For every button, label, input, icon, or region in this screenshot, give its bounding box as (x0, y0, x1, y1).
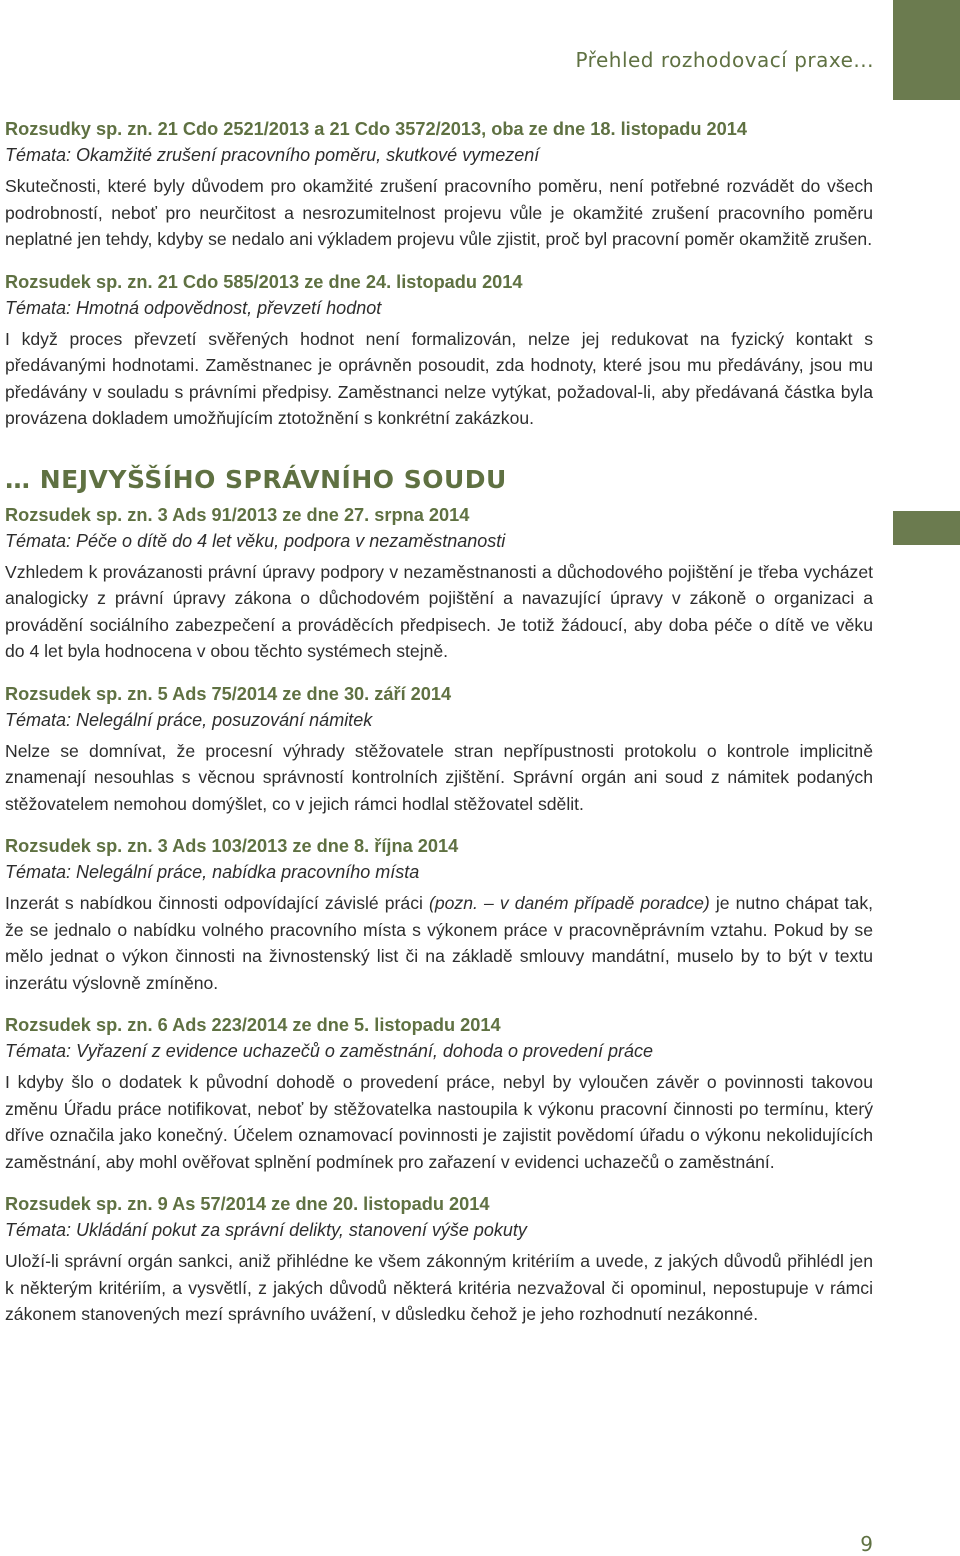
ruling-entry (5, 269, 873, 432)
ruling-entry (5, 502, 873, 665)
page-content (5, 116, 873, 1344)
section-heading: … NEJVYŠŠÍHO SPRÁVNÍHO SOUDU (5, 464, 507, 494)
ruling-topics: Témata: Okamžité zrušení pracovního poměru, skutkové vymezení (5, 145, 540, 165)
ruling-entry (5, 681, 873, 818)
ruling-entry (5, 833, 873, 996)
ruling-title: Rozsudek sp. zn. 9 As 57/2014 ze dne 20. listopadu 2014 (5, 1194, 490, 1214)
ruling-title: Rozsudek sp. zn. 5 Ads 75/2014 ze dne 30. září 2014 (5, 683, 452, 704)
ruling-text-part: Inzerát s nabídkou činnosti odpovídající závislé práci (5, 893, 429, 913)
ruling-title: Rozsudky sp. zn. 21 Cdo 2521/2013 a 21 Cdo 3572/2013, oba ze dne 18. listopadu 2014 (5, 119, 747, 139)
page-number: 9 (860, 1532, 873, 1556)
ruling-text-note: (pozn. – v daném případě poradce) (428, 893, 710, 913)
running-header: Přehled rozhodovací praxe... (575, 48, 874, 72)
ruling-text: I kdyby šlo o dodatek k původní dohodě o provedení práce, nebyl by vyloučen závěr o povinnosti takovou změnu Úřadu práce notifikovat, neboť by stěžovatelka nastoupila k výkonu pracovní činnosti po termínu, který dříve označila jako konečný. Účelem oznamovací povinnosti je zajistit povědomí úřadu o výkonu nekolidujících zaměstnání, aby mohl ověřovat splnění podmínek pro zařazení v evidenci uchazečů o zaměstnání. (5, 1072, 873, 1172)
section-tab-marker (893, 511, 960, 545)
ruling-text: Skutečnosti, které byly důvodem pro okamžité zrušení pracovního poměru, není potřebné rozvádět do všech podrobností, neboť pro neurčitost a nesrozumitelnost projevu vůle je okamžité zrušení pracovního poměru neplatné jen tehdy, kdyby se nedalo ani výkladem projevu vůle zjistit, proč byl pracovní poměr okamžitě zrušen. (5, 176, 873, 249)
ruling-topics: Témata: Nelegální práce, nabídka pracovního místa (5, 862, 420, 882)
ruling-text-part: je nutno chápat tak, že se jednalo o nabídku volného pracovního místa s výkonem práce v pracovněprávním vztahu. Pokud by se mělo jednat o výkon činnosti na živnostenský list či na základě smlouvy mandátní, muselo by to být v textu inzerátu výslovně zmíněno. (5, 893, 874, 993)
ruling-title: Rozsudek sp. zn. 3 Ads 103/2013 ze dne 8. října 2014 (5, 836, 459, 856)
ruling-text (5, 890, 873, 996)
ruling-title: Rozsudek sp. zn. 21 Cdo 585/2013 ze dne 24. listopadu 2014 (5, 271, 523, 292)
section-tab-top (893, 0, 960, 100)
ruling-text: Nelze se domnívat, že procesní výhrady stěžovatele stran nepřípustnosti protokolu o kontrole implicitně znamenají nesouhlas s věcnou správností kontrolních zjištění. Správní orgán ani soud z námitek podaných stěžovatelem nemohou domýšlet, co v jejich rámci hodlal stěžovatel sdělit. (5, 740, 873, 814)
ruling-entry (5, 116, 873, 253)
ruling-topics: Témata: Hmotná odpovědnost, převzetí hodnot (5, 297, 382, 318)
ruling-topics: Témata: Nelegální práce, posuzování námitek (5, 709, 373, 730)
ruling-text: I když proces převzetí svěřených hodnot není formalizován, nelze jej redukovat na fyzický kontakt s předávanými hodnotami. Zaměstnanec je oprávněn posoudit, zda hodnoty, které jsou mu předávány, jsou mu předávány v souladu s právními předpisy. Zaměstnanci nelze vytýkat, požadoval-li, aby předávaná částka byla provázena dokladem umožňujícím ztotožnění s konkrétní zakázkou. (5, 328, 873, 428)
ruling-text: Uloží-li správní orgán sankci, aniž přihlédne ke všem zákonným kritériím a uvede, z jakých důvodů přihlédl jen k některým kritériím, a vysvětlí, z jakých důvodů některá kritéria nezvažoval či opominul, nepostupuje v rámci zákonem stanovených mezí správního uvážení, v důsledku čehož je jeho rozhodnutí nezákonné. (5, 1251, 873, 1324)
ruling-entry (5, 1191, 873, 1328)
ruling-topics: Témata: Ukládání pokut za správní delikty, stanovení výše pokuty (5, 1220, 527, 1240)
ruling-topics: Témata: Péče o dítě do 4 let věku, podpora v nezaměstnanosti (5, 530, 506, 551)
ruling-title: Rozsudek sp. zn. 3 Ads 91/2013 ze dne 27. srpna 2014 (5, 504, 470, 525)
ruling-topics: Témata: Vyřazení z evidence uchazečů o zaměstnání, dohoda o provedení práce (5, 1041, 654, 1061)
ruling-text: Vzhledem k provázanosti právní úpravy podpory v nezaměstnanosti a důchodového pojištění je třeba vycházet analogicky z právní úpravy zákona o důchodovém pojištění a navazující úpravy v zákoně o organizaci a provádění sociálního zabezpečení a prováděcích předpisech. Je totiž žádoucí, aby doba péče o dítě ve věku do 4 let byla hodnocena v obou těchto systémech stejně. (5, 561, 873, 661)
ruling-entry (5, 1012, 873, 1175)
ruling-title: Rozsudek sp. zn. 6 Ads 223/2014 ze dne 5. listopadu 2014 (5, 1015, 501, 1035)
